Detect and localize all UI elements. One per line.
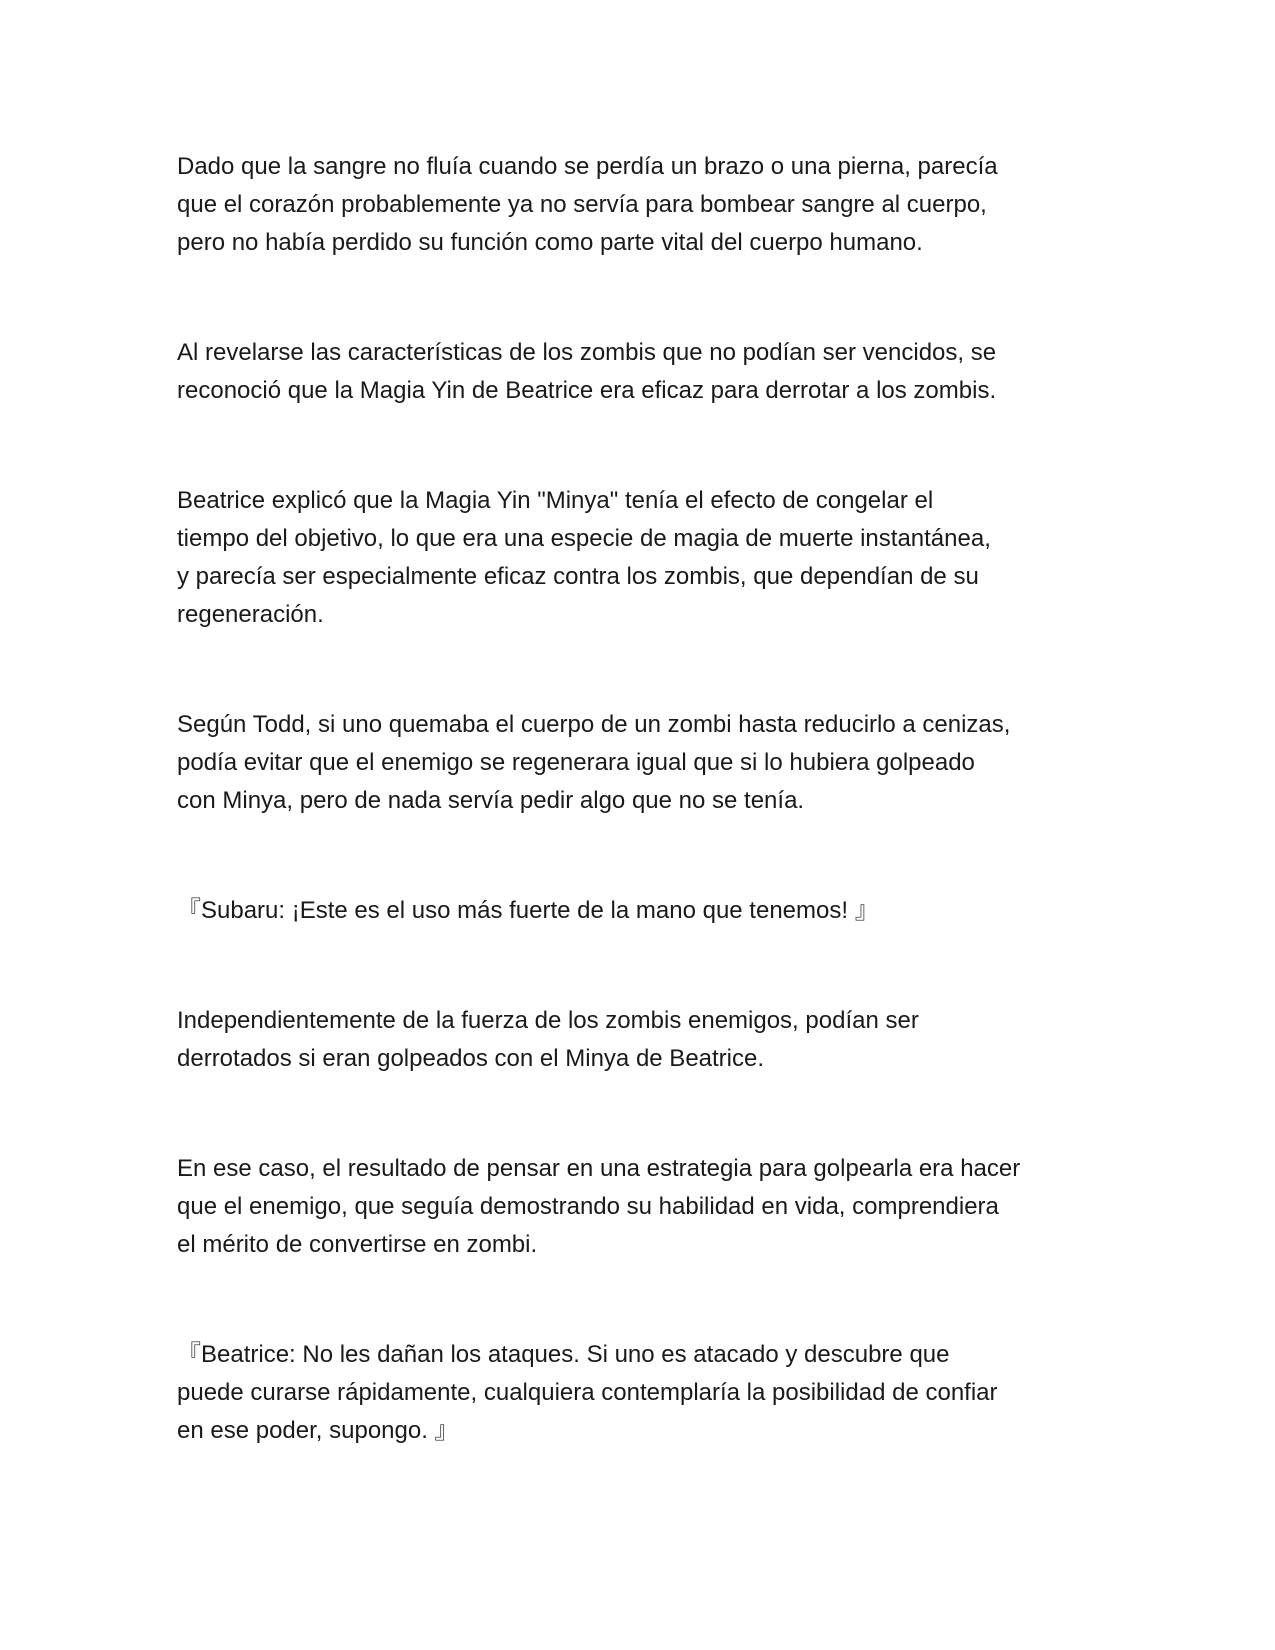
paragraph-heart-function: Dado que la sangre no fluía cuando se perdía un brazo o una pierna, parecía que el corazón probablemente ya no servía para bombear sangre al cuerpo, pero no había perdido su función como parte vital del cuerpo humano. (177, 153, 998, 256)
dialogue-beatrice: 『Beatrice: No les dañan los ataques. Si uno es atacado y descubre que puede curarse rápidamente, cualquiera contemplaría la posibilidad de confiar en ese poder, supongo. 』 (177, 1341, 998, 1444)
paragraph-minya-explanation: Beatrice explicó que la Magia Yin "Minya" tenía el efecto de congelar el tiempo del objetivo, lo que era una especie de magia de muerte instantánea, y parecía ser especialmente eficaz contra los zombis, que dependían de su regeneración. (177, 487, 991, 628)
dialogue-subaru: 『Subaru: ¡Este es el uso más fuerte de la mano que tenemos! 』 (177, 897, 879, 924)
paragraph-yin-magic-effective: Al revelarse las características de los zombis que no podían ser vencidos, se reconoció que la Magia Yin de Beatrice era eficaz para derrotar a los zombis. (177, 339, 997, 404)
paragraph-enemy-strength: Independientemente de la fuerza de los zombis enemigos, podían ser derrotados si eran golpeados con el Minya de Beatrice. (177, 1007, 919, 1072)
document-body (177, 148, 1137, 1450)
paragraph-todd-ashes: Según Todd, si uno quemaba el cuerpo de un zombi hasta reducirlo a cenizas, podía evitar que el enemigo se regenerara igual que si lo hubiera golpeado con Minya, pero de nada servía pedir algo que no se tenía. (177, 711, 1011, 814)
paragraph-strategy: En ese caso, el resultado de pensar en una estrategia para golpearla era hacer que el enemigo, que seguía demostrando su habilidad en vida, comprendiera el mérito de convertirse en zombi. (177, 1155, 1021, 1258)
